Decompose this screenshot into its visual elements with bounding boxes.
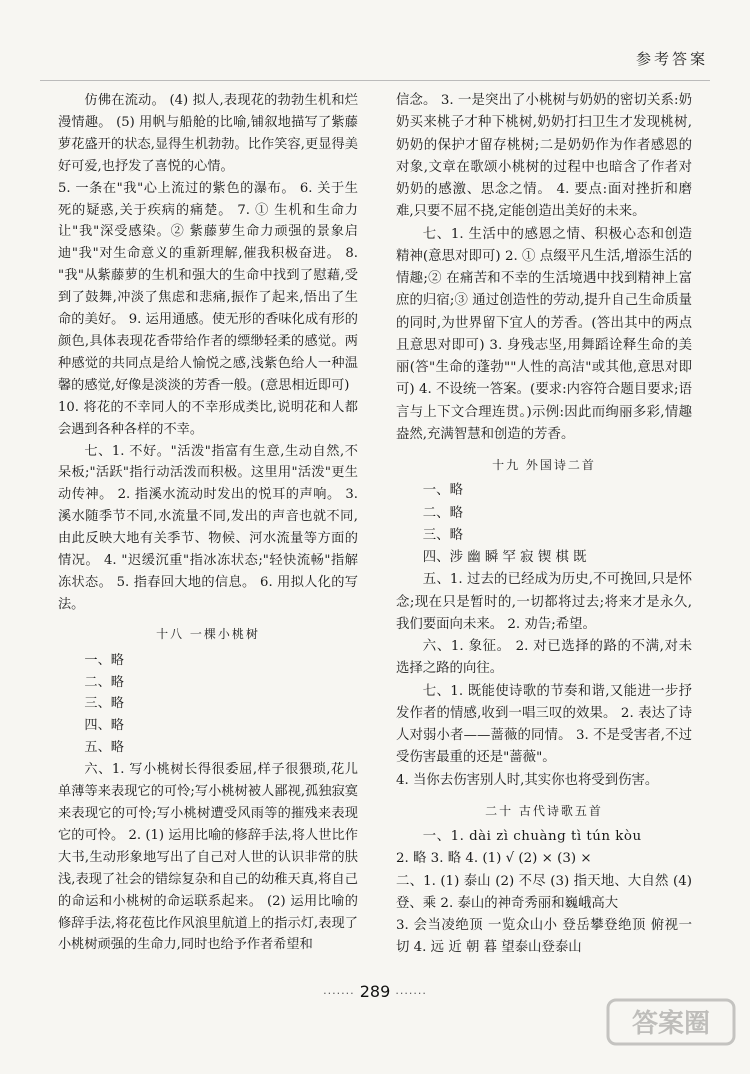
answer-paragraph: 七、1. 既能使诗歌的节奏和谐,又能进一步抒发作者的情感,收到一唱三叹的效果。 2. 表达了诗人对弱小者——蔷薇的同情。 3. 不是受害者,不过受伤害最重的还是"蔷薇"。 — [396, 683, 692, 766]
footer-dots-right: ······· — [395, 987, 427, 1000]
watermark-text: 答案圈 — [631, 1009, 711, 1039]
answer-paragraph: 3. 会当凌绝顶 一览众山小 登岳攀登绝顶 俯视一切 4. 远 近 朝 暮 望泰山登泰山 — [396, 918, 692, 956]
answer-item: 四、涉 幽 瞬 罕 寂 锲 棋 既 — [422, 550, 587, 565]
answer-paragraph: 二、1. (1) 泰山 (2) 不尽 (3) 指天地、大自然 (4) 登、乘 2. 泰山的神奇秀丽和巍峨高大 — [396, 873, 692, 911]
answer-paragraph: 七、1. 不好。"活泼"指富有生意,生动自然,不呆板;"活跃"指行动活泼而积极。这里用"活泼"更生动传神。 2. 指溪水流动时发出的悦耳的声响。 3. 溪水随季节不同,水流量不同,发出的声音也就不同,由此反映大地有关季节、物候、河水流量等方面的情况。 4. "迟缓沉重"指冰冻状态;"轻快流畅"指解冻状态。 5. 指春回大地的信息。 6. 用拟人化的写法。 — [58, 443, 358, 612]
answer-paragraph: 仿佛在流动。 (4) 拟人,表现花的勃勃生机和烂漫情趣。 (5) 用帆与船舱的比喻,铺叙地描写了紫藤萝花盛开的状态,显得生机勃勃。比作笑容,更显得美好可爱,也抒发了喜悦的心情。 — [58, 93, 358, 174]
answer-paragraph: 五、1. 过去的已经成为历史,不可挽回,只是怀念;现在只是暂时的,一切都将过去;将来才是永久,我们要面向未来。 2. 劝告;希望。 — [396, 572, 692, 632]
answer-item: 三、略 — [84, 696, 124, 712]
page-number: 289 — [359, 982, 391, 1001]
answer-item: 二、略 — [84, 674, 124, 690]
footer-dots-left: ······· — [323, 987, 355, 1000]
answer-paragraph: 10. 将花的不幸同人的不幸形成类比,说明花和人都会遇到各种各样的不幸。 — [58, 399, 358, 437]
page-header: 参考答案 — [635, 50, 708, 68]
section-title: 十九 外国诗二首 — [492, 458, 596, 472]
answer-paragraph: 七、1. 生活中的感恩之情、积极心态和创造精神(意思对即可) 2. ① 点缀平凡生活,增添生活的情趣;② 在痛苦和不幸的生活境遇中找到精神上富庶的归宿;③ 通过创造性的劳动,提升自己生命质量的同时,为世界留下宜人的芳香。(答出其中的两点且意思对即可) 3. 身残志坚,用舞蹈诠释生命的美丽(答"生命的蓬勃""人性的高洁"或其他,意思对即可) 4. 不设统一答案。(要求:内容符合题目要求;语言与上下文合理连贯。)示例:因此而绚丽多彩,情趣盎然,充满智慧和创造的芳香。 — [396, 226, 692, 442]
answer-item: 一、略 — [84, 652, 124, 668]
answer-item: 四、略 — [84, 718, 124, 734]
answer-paragraph: 2. 略 3. 略 4. (1) √ (2) × (3) × — [396, 851, 592, 867]
answer-paragraph: 六、1. 写小桃树长得很委屈,样子很猥琐,花儿单薄等来表现它的可怜;写小桃树被人鄙视,孤独寂寞来表现它的可怜;写小桃树遭受风雨等的摧残来表现它的可怜。 2. (1) 运用比喻的修辞手法,将人世比作大书,生动形象地写出了自己对人世的认识非常的肤浅,表现了社会的错综复杂和自己的幼稚天真,将自己的命运和小桃树的命运联系起来。 (2) 运用比喻的修辞手法,将花苞比作风浪里航道上的指示灯,表现了小桃树顽强的生命力,同时也给予作者希望和 — [58, 762, 358, 953]
answer-item: 三、略 — [422, 527, 463, 543]
header-divider — [40, 80, 710, 81]
answer-item: 一、略 — [422, 483, 463, 499]
answer-paragraph: 信念。 3. 一是突出了小桃树与奶奶的密切关系:奶奶买来桃子才种下桃树,奶奶打扫卫生才发现桃树,奶奶的保护才留存桃树;二是奶奶作为作者感恩的对象,文章在歌颂小桃树的过程中也暗含了作者对奶奶的感激、思念之情。 4. 要点:面对挫折和磨难,只要不屈不挠,定能创造出美好的未来。 — [396, 93, 692, 220]
answer-paragraph: 5. 一条在"我"心上流过的紫色的瀑布。 6. 关于生死的疑惑,关于疾病的痛楚。 7. ① 生机和生命力让"我"深受感染。② 紫藤萝生命力顽强的景象启迪"我"对生命意义的重新理解,催我积极奋进。 8. "我"从紫藤萝的生机和强大的生命中找到了慰藉,受到了鼓舞,冲淡了焦虑和悲痛,振作了起来,悟出了生命的美好。 9. 运用通感。使无形的香味化成有形的颜色,具体表现花香带给作者的缥缈轻柔的感觉。两种感觉的共同点是给人愉悦之感,浅紫色给人一种温馨的感觉,好像是淡淡的芳香一般。(意思相近即可) — [58, 180, 358, 393]
pinyin-answer: 一、1. dài zì chuàng tì tún kòu — [422, 829, 642, 844]
answer-item: 二、略 — [422, 505, 463, 521]
section-title: 二十 古代诗歌五首 — [485, 803, 603, 818]
answer-item: 五、略 — [84, 740, 124, 756]
right-column — [396, 90, 692, 960]
watermark-logo — [606, 998, 736, 1068]
answer-paragraph: 4. 当你去伤害别人时,其实你也将受到伤害。 — [396, 772, 659, 788]
section-title: 十八 一棵小桃树 — [156, 626, 260, 641]
left-column — [58, 90, 358, 956]
answer-paragraph: 六、1. 象征。 2. 对已选择的路的不满,对未选择之路的向往。 — [396, 639, 692, 677]
